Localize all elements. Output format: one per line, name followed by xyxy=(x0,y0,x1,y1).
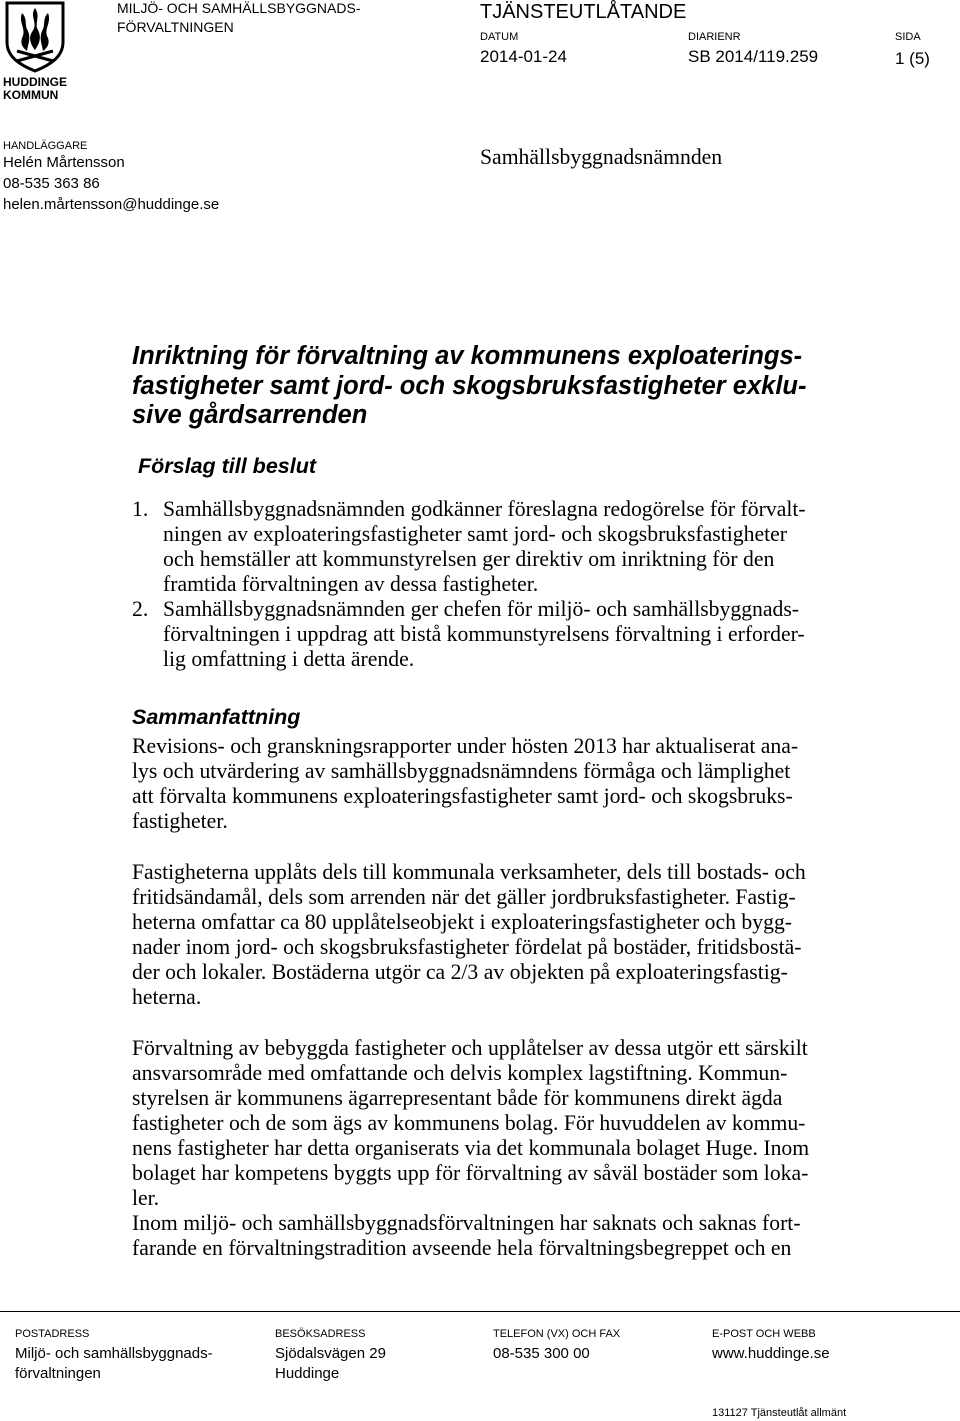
footer-postal-label: POSTADRESS xyxy=(15,1328,90,1340)
logo xyxy=(2,0,68,79)
department-line: MILJÖ- OCH SAMHÄLLSBYGGNADS- xyxy=(117,0,361,16)
paragraph-line: der och lokaler. Bostäderna utgör ca 2/3 av objekten på exploateringsfastig- xyxy=(132,960,788,984)
footer-phone xyxy=(493,1344,590,1364)
proposal-item-line: förvaltningen i uppdrag att bistå kommunstyrelsens förvaltning i erforder- xyxy=(163,622,805,646)
footer-line: förvaltningen xyxy=(15,1365,101,1382)
footer-phone-label: TELEFON (VX) OCH FAX xyxy=(493,1328,621,1340)
proposal-item-line: framtida förvaltningen av dessa fastigheter. xyxy=(163,572,539,596)
summary-paragraph xyxy=(132,734,798,834)
paragraph-line: farande en förvaltningstradition avseende hela förvaltningsbegreppet och en xyxy=(132,1236,792,1260)
logo-wordmark xyxy=(3,76,67,102)
huddinge-coat-of-arms-icon xyxy=(2,0,68,74)
title-line: sive gårdsarrenden xyxy=(132,401,368,429)
proposal-item-number: 1. xyxy=(132,497,149,521)
proposal-item-line: ningen av exploateringsfastigheter samt jord- och skogsbruksfastigheter xyxy=(163,522,787,546)
reference-label: DIARIENR xyxy=(688,31,741,43)
paragraph-line: Inom miljö- och samhällsbyggnadsförvaltningen har saknats och saknas fort- xyxy=(132,1211,801,1235)
footer-web xyxy=(712,1344,830,1364)
paragraph-line: fastigheter. xyxy=(132,809,228,833)
summary-paragraph xyxy=(132,1036,809,1211)
footer-line: Huddinge xyxy=(275,1365,340,1382)
footer-visit-label: BESÖKSADRESS xyxy=(275,1328,366,1340)
paragraph-line: bolaget har kompetens byggts upp för förvaltning av såväl bostäder som loka- xyxy=(132,1161,809,1185)
footer-visit-address xyxy=(275,1344,386,1384)
footer-divider xyxy=(0,1311,960,1312)
handler-name: Helén Mårtensson xyxy=(3,154,125,171)
logo-text-line: KOMMUN xyxy=(3,88,59,102)
handler-label: HANDLÄGGARE xyxy=(3,140,88,152)
logo-text-line: HUDDINGE xyxy=(3,75,68,89)
paragraph-line: nens fastigheter har detta organiserats via det kommunala bolaget Huge. Inom xyxy=(132,1136,810,1160)
summary-paragraph xyxy=(132,1211,801,1261)
recipient: Samhällsbyggnadsnämnden xyxy=(480,145,723,169)
paragraph-line: Förvaltning av bebyggda fastigheter och upplåtelser av dessa utgör ett särskilt xyxy=(132,1036,808,1060)
footer-web-label: E-POST OCH WEBB xyxy=(712,1328,816,1340)
paragraph-line: att förvalta kommunens exploateringsfastigheter samt jord- och skogsbruks- xyxy=(132,784,793,808)
page-number: 1 (5) xyxy=(895,49,930,68)
proposal-item xyxy=(163,497,806,597)
proposal-item xyxy=(163,597,805,672)
department-line: FÖRVALTNINGEN xyxy=(117,19,234,35)
summary-paragraph xyxy=(132,860,806,1010)
paragraph-line: lys och utvärdering av samhällsbyggnadsnämndens förmåga och lämplighet xyxy=(132,759,791,783)
proposal-item-line: Samhällsbyggnadsnämnden godkänner föreslagna redogörelse för förvalt- xyxy=(163,497,806,521)
reference-number: SB 2014/119.259 xyxy=(688,47,819,66)
footer-line: 08-535 300 00 xyxy=(493,1345,590,1362)
document-type: TJÄNSTEUTLÅTANDE xyxy=(480,1,687,23)
document-title xyxy=(132,342,807,431)
page-label: SIDA xyxy=(895,31,921,43)
footer-postal-address xyxy=(15,1344,213,1384)
footer-line: www.huddinge.se xyxy=(712,1345,830,1362)
footer-line: Sjödalsvägen 29 xyxy=(275,1345,386,1362)
proposal-item-number: 2. xyxy=(132,597,149,621)
proposal-item-line: lig omfattning i detta ärende. xyxy=(163,647,415,671)
handler-email: helen.mårtensson@huddinge.se xyxy=(3,196,220,213)
proposal-heading: Förslag till beslut xyxy=(138,454,316,478)
title-line: Inriktning för förvaltning av kommunens exploaterings- xyxy=(132,342,803,370)
paragraph-line: ler. xyxy=(132,1186,160,1210)
paragraph-line: fastigheter och de som ägs av kommunens bolag. För huvuddelen av kommu- xyxy=(132,1111,806,1135)
document-date: 2014-01-24 xyxy=(480,47,567,66)
handler-phone: 08-535 363 86 xyxy=(3,175,100,192)
paragraph-line: fritidsändamål, dels som arrenden när det gäller jordbruksfastigheter. Fastig- xyxy=(132,885,796,909)
summary-heading: Sammanfattning xyxy=(132,705,301,729)
paragraph-line: heterna omfattar ca 80 upplåtelseobjekt i exploateringsfastigheter och bygg- xyxy=(132,910,793,934)
proposal-item-line: och hemställer att kommunstyrelsen ger direktiv om inriktning för den xyxy=(163,547,775,571)
proposal-item-line: Samhällsbyggnadsnämnden ger chefen för miljö- och samhällsbyggnads- xyxy=(163,597,800,621)
paragraph-line: Revisions- och granskningsrapporter under hösten 2013 har aktualiserat ana- xyxy=(132,734,799,758)
date-label: DATUM xyxy=(480,31,519,43)
handler-info xyxy=(3,152,219,215)
paragraph-line: nader inom jord- och skogsbruksfastigheter fördelat på bostäder, fritidsbostä- xyxy=(132,935,802,959)
department-name xyxy=(117,0,361,37)
title-line: fastigheter samt jord- och skogsbruksfastigheter exklu- xyxy=(132,371,807,400)
paragraph-line: Fastigheterna upplåts dels till kommunala verksamheter, dels till bostads- och xyxy=(132,860,806,884)
paragraph-line: styrelsen är kommunens ägarrepresentant både för kommunens direkt ägda xyxy=(132,1086,783,1110)
footer-line: Miljö- och samhällsbyggnads- xyxy=(15,1345,213,1362)
paragraph-line: heterna. xyxy=(132,985,202,1009)
template-id: 131127 Tjänsteutlåt allmänt xyxy=(712,1407,847,1419)
paragraph-line: ansvarsområde med omfattande och delvis komplex lagstiftning. Kommun- xyxy=(132,1061,788,1085)
